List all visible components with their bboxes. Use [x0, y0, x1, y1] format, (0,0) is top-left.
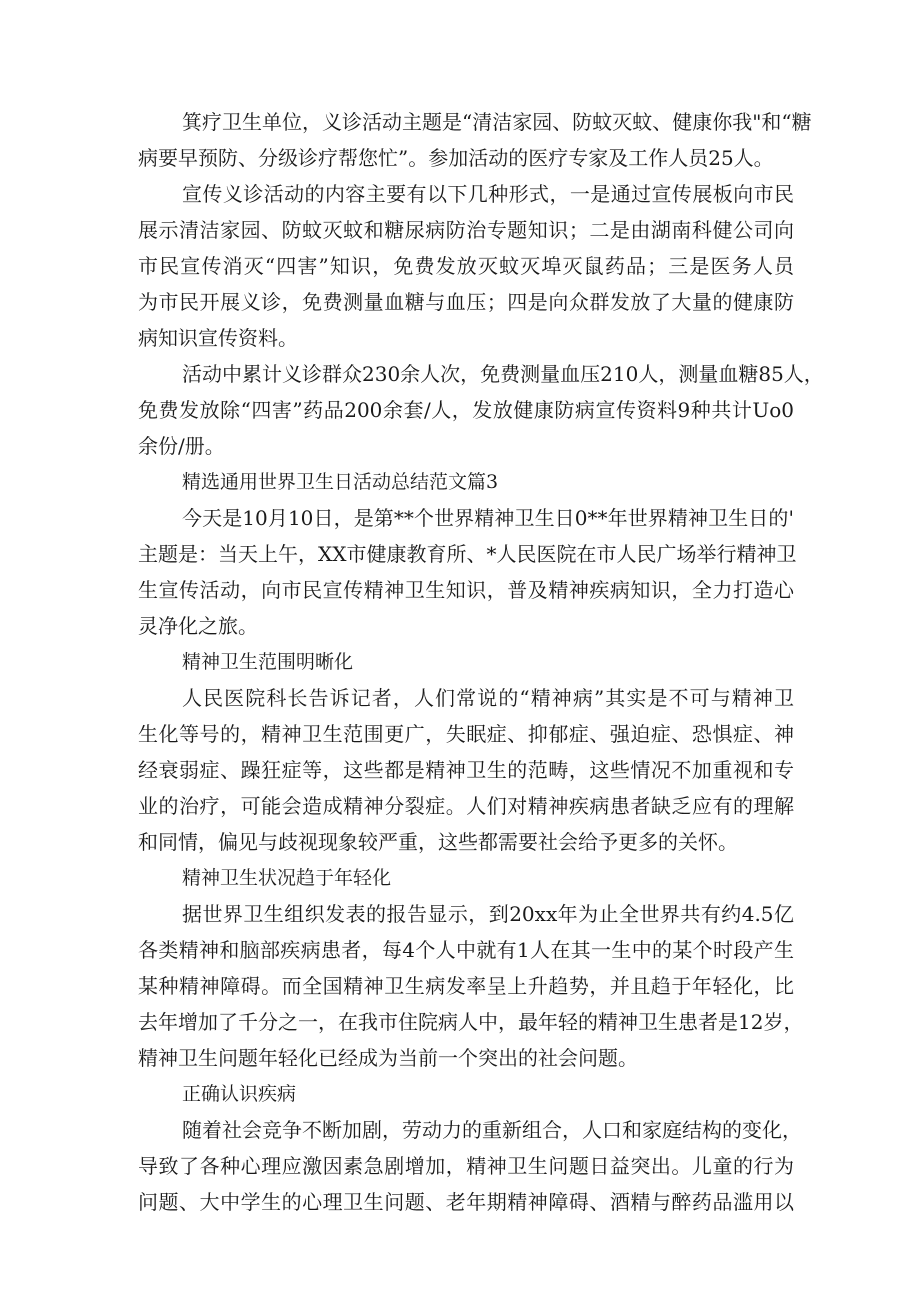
paragraph	[138, 500, 797, 644]
paragraph-line: 活动中累计义诊群众230余人次，免费测量血压210人，测量血糖85人，	[182, 362, 824, 386]
paragraph-line: 经衰弱症、躁狂症等，这些都是精神卫生的范畴，这些情况不加重视和专	[138, 758, 794, 782]
paragraph-line: 随着社会竞争不断加剧，劳动力的重新组合，人口和家庭结构的变化，	[182, 1118, 802, 1142]
paragraph-line: 余份/册。	[138, 434, 225, 458]
paragraph-line: 去年增加了千分之一，在我市住院病人中，最年轻的精神卫生患者是12岁，	[138, 1010, 804, 1034]
section-heading: 精神卫生范围明晰化	[182, 651, 354, 673]
paragraph-line: 箕疗卫生单位，义诊活动主题是“清洁家园、防蚊灭蚊、健康你我"和“糖	[182, 110, 812, 134]
paragraph	[138, 1112, 802, 1220]
paragraph-line: 市民宣传消灭“四害”知识，免费发放灭蚊灭埠灭鼠药品；三是医务人员	[138, 254, 794, 278]
paragraph-line: 灵净化之旅。	[138, 614, 258, 638]
document-body	[138, 104, 824, 1220]
paragraph-line: 导致了各种心理应激因素急剧增加，精神卫生问题日益突出。儿童的行为	[138, 1154, 794, 1178]
paragraph-line: 宣传义诊活动的内容主要有以下几种形式，一是通过宣传展板向市民	[182, 182, 794, 206]
paragraph-line: 生化等号的，精神卫生范围更广，失眠症、抑郁症、强迫症、恐惧症、神	[138, 722, 794, 746]
section-heading: 精神卫生状况趋于年轻化	[182, 867, 392, 889]
section-heading: 正确认识疾病	[182, 1083, 297, 1105]
paragraph-line: 病要早预防、分级诊疗帮您忙”。参加活动的医疗专家及工作人员25人。	[138, 146, 774, 170]
paragraph-line: 人民医院科长告诉记者，人们常说的“精神病”其实是不可与精神卫	[182, 686, 794, 710]
paragraph	[138, 104, 812, 176]
paragraph-line: 生宣传活动，向市民宣传精神卫生知识，普及精神疾病知识，全力打造心	[138, 578, 794, 602]
paragraph-line: 业的治疗，可能会造成精神分裂症。人们对精神疾病患者缺乏应有的理解	[138, 794, 794, 818]
paragraph	[138, 896, 804, 1076]
paragraph	[138, 680, 794, 860]
paragraph-line: 病知识宣传资料。	[138, 326, 298, 350]
paragraph-line: 今天是10月10日，是第**个世界精神卫生日0**年世界精神卫生日的'	[182, 506, 794, 530]
paragraph-line: 某种精神障碍。而全国精神卫生病发率呈上升趋势，并且趋于年轻化，比	[138, 974, 794, 998]
document-page	[138, 104, 824, 1220]
section-heading: 精选通用世界卫生日活动总结范文篇3	[182, 471, 499, 493]
paragraph-line: 免费发放除“四害”药品200余套/人，发放健康防病宣传资料9种共计Uo0	[138, 398, 794, 422]
paragraph-line: 据世界卫生组织发表的报告显示，到20xx年为止全世界共有约4.5亿	[182, 902, 794, 926]
paragraph-line: 展示清洁家园、防蚊灭蚊和糖尿病防治专题知识；二是由湖南科健公司向	[138, 218, 794, 242]
paragraph-line: 问题、大中学生的心理卫生问题、老年期精神障碍、酒精与醉药品滥用以	[138, 1190, 794, 1214]
paragraph-line: 为市民开展义诊，免费测量血糖与血压；四是向众群发放了大量的健康防	[138, 290, 794, 314]
paragraph-line: 主题是：当天上午，XX市健康教育所、*人民医院在市人民广场举行精神卫	[138, 542, 797, 566]
paragraph	[138, 356, 824, 464]
paragraph-line: 和同情，偏见与歧视现象较严重，这些都需要社会给予更多的关怀。	[138, 830, 738, 854]
paragraph-line: 精神卫生问题年轻化已经成为当前一个突出的社会问题。	[138, 1046, 638, 1070]
paragraph	[138, 176, 794, 356]
paragraph-line: 各类精神和脑部疾病患者，每4个人中就有1人在其一生中的某个时段产生	[138, 938, 794, 962]
